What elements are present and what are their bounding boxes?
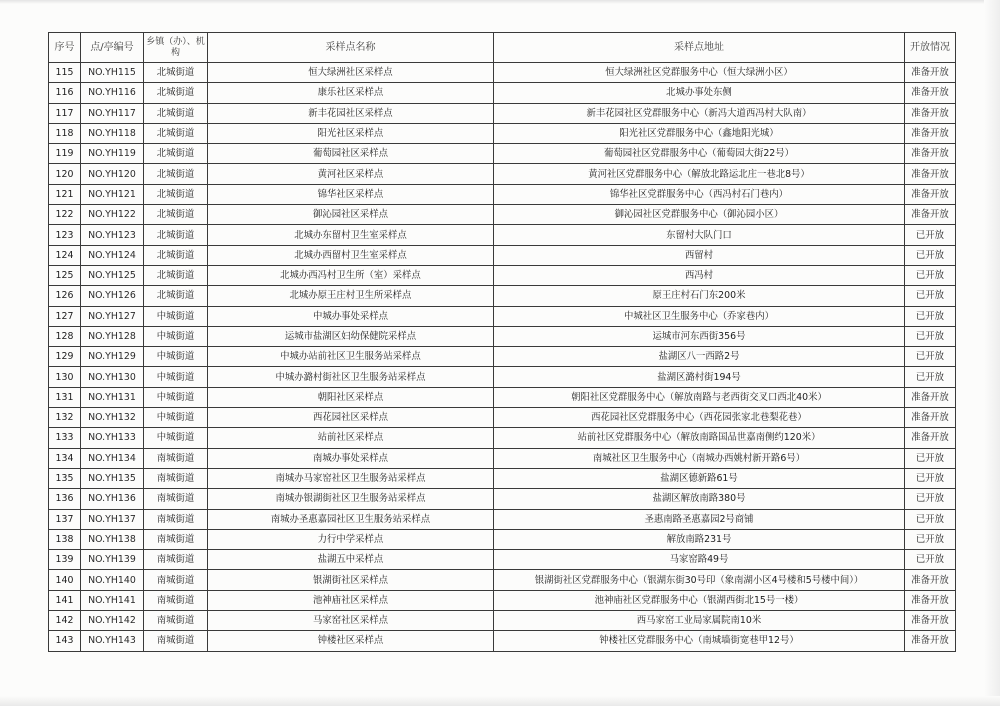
cell-address: 葡萄园社区党群服务中心（葡萄园大街22号） — [494, 144, 905, 164]
table-row — [49, 448, 956, 468]
cell-name: 葡萄园社区采样点 — [208, 144, 494, 164]
cell-address: 西花园社区党群服务中心（西花园张家北巷梨花巷） — [494, 408, 905, 428]
cell-status: 准备开放 — [905, 205, 956, 225]
cell-town: 北城街道 — [144, 245, 208, 265]
header-code: 点/亭编号 — [81, 33, 144, 63]
cell-status: 已开放 — [905, 529, 956, 549]
cell-seq: 131 — [49, 387, 81, 407]
cell-seq: 142 — [49, 611, 81, 631]
table-row — [49, 408, 956, 428]
cell-address: 新丰花园社区党群服务中心（新冯大道西冯村大队南） — [494, 103, 905, 123]
cell-code: NO.YH134 — [81, 448, 144, 468]
table-row — [49, 286, 956, 306]
table-row — [49, 63, 956, 83]
cell-code: NO.YH123 — [81, 225, 144, 245]
cell-code: NO.YH138 — [81, 529, 144, 549]
cell-seq: 125 — [49, 265, 81, 285]
table-row — [49, 570, 956, 590]
sampling-points-table — [48, 32, 956, 652]
cell-code: NO.YH130 — [81, 367, 144, 387]
cell-address: 盐湖区解放南路380号 — [494, 489, 905, 509]
cell-town: 北城街道 — [144, 164, 208, 184]
cell-code: NO.YH118 — [81, 123, 144, 143]
cell-name: 阳光社区采样点 — [208, 123, 494, 143]
header-address: 采样点地址 — [494, 33, 905, 63]
cell-name: 站前社区采样点 — [208, 428, 494, 448]
cell-address: 南城社区卫生服务中心（南城办西姚村新开路6号） — [494, 448, 905, 468]
cell-code: NO.YH132 — [81, 408, 144, 428]
table-row — [49, 326, 956, 346]
cell-code: NO.YH125 — [81, 265, 144, 285]
cell-address: 马家窑路49号 — [494, 550, 905, 570]
cell-seq: 135 — [49, 468, 81, 488]
cell-address: 运城市河东西街356号 — [494, 326, 905, 346]
cell-town: 南城街道 — [144, 570, 208, 590]
cell-seq: 140 — [49, 570, 81, 590]
cell-code: NO.YH126 — [81, 286, 144, 306]
cell-town: 南城街道 — [144, 489, 208, 509]
table-row — [49, 184, 956, 204]
scan-edge-bottom — [0, 696, 1000, 706]
cell-code: NO.YH131 — [81, 387, 144, 407]
cell-seq: 116 — [49, 83, 81, 103]
table-row — [49, 164, 956, 184]
cell-status: 已开放 — [905, 225, 956, 245]
cell-name: 西花园社区采样点 — [208, 408, 494, 428]
cell-town: 南城街道 — [144, 611, 208, 631]
cell-code: NO.YH116 — [81, 83, 144, 103]
table-row — [49, 225, 956, 245]
table-row — [49, 631, 956, 651]
cell-seq: 117 — [49, 103, 81, 123]
cell-code: NO.YH140 — [81, 570, 144, 590]
cell-name: 北城办西留村卫生室采样点 — [208, 245, 494, 265]
cell-code: NO.YH121 — [81, 184, 144, 204]
table-header — [49, 33, 956, 63]
cell-seq: 139 — [49, 550, 81, 570]
table-row — [49, 367, 956, 387]
cell-name: 运城市盐湖区妇幼保健院采样点 — [208, 326, 494, 346]
table-row — [49, 83, 956, 103]
cell-address: 西马家窑工业局家属院南10米 — [494, 611, 905, 631]
cell-seq: 127 — [49, 306, 81, 326]
cell-address: 池神庙社区党群服务中心（银湖西街北15号一楼） — [494, 590, 905, 610]
cell-town: 北城街道 — [144, 103, 208, 123]
cell-status: 已开放 — [905, 306, 956, 326]
cell-name: 北城办西冯村卫生所（室）采样点 — [208, 265, 494, 285]
cell-town: 南城街道 — [144, 590, 208, 610]
header-seq: 序号 — [49, 33, 81, 63]
table-row — [49, 468, 956, 488]
cell-code: NO.YH122 — [81, 205, 144, 225]
cell-seq: 119 — [49, 144, 81, 164]
table-row — [49, 347, 956, 367]
cell-address: 阳光社区党群服务中心（鑫地阳光城） — [494, 123, 905, 143]
table-row — [49, 103, 956, 123]
cell-town: 北城街道 — [144, 144, 208, 164]
table-row — [49, 245, 956, 265]
header-row — [49, 33, 956, 63]
cell-code: NO.YH139 — [81, 550, 144, 570]
cell-seq: 124 — [49, 245, 81, 265]
cell-name: 钟楼社区采样点 — [208, 631, 494, 651]
cell-status: 准备开放 — [905, 184, 956, 204]
scan-edge-right — [984, 0, 1000, 706]
cell-address: 解放南路231号 — [494, 529, 905, 549]
cell-seq: 136 — [49, 489, 81, 509]
cell-town: 北城街道 — [144, 83, 208, 103]
cell-status: 准备开放 — [905, 164, 956, 184]
cell-town: 南城街道 — [144, 509, 208, 529]
cell-town: 南城街道 — [144, 550, 208, 570]
cell-town: 南城街道 — [144, 468, 208, 488]
cell-name: 新丰花园社区采样点 — [208, 103, 494, 123]
table-row — [49, 306, 956, 326]
cell-code: NO.YH129 — [81, 347, 144, 367]
cell-town: 北城街道 — [144, 63, 208, 83]
cell-status: 准备开放 — [905, 590, 956, 610]
cell-name: 力行中学采样点 — [208, 529, 494, 549]
table-row — [49, 550, 956, 570]
cell-name: 南城办马家窑社区卫生服务站采样点 — [208, 468, 494, 488]
cell-status: 准备开放 — [905, 570, 956, 590]
table-row — [49, 123, 956, 143]
table-row — [49, 387, 956, 407]
cell-address: 盐湖区八一西路2号 — [494, 347, 905, 367]
header-town: 乡镇（办）、机构 — [144, 33, 208, 63]
cell-town: 中城街道 — [144, 408, 208, 428]
cell-status: 准备开放 — [905, 428, 956, 448]
cell-name: 锦华社区采样点 — [208, 184, 494, 204]
cell-address: 东留村大队门口 — [494, 225, 905, 245]
cell-status: 准备开放 — [905, 123, 956, 143]
table-row — [49, 265, 956, 285]
cell-town: 南城街道 — [144, 529, 208, 549]
cell-address: 朝阳社区党群服务中心（解放南路与老西街交叉口西北40米） — [494, 387, 905, 407]
cell-name: 银湖街社区采样点 — [208, 570, 494, 590]
cell-status: 已开放 — [905, 265, 956, 285]
cell-address: 圣惠南路圣惠嘉园2号商铺 — [494, 509, 905, 529]
cell-seq: 133 — [49, 428, 81, 448]
cell-name: 池神庙社区采样点 — [208, 590, 494, 610]
cell-seq: 134 — [49, 448, 81, 468]
cell-name: 朝阳社区采样点 — [208, 387, 494, 407]
cell-town: 中城街道 — [144, 347, 208, 367]
cell-seq: 126 — [49, 286, 81, 306]
cell-status: 准备开放 — [905, 83, 956, 103]
cell-status: 准备开放 — [905, 631, 956, 651]
cell-town: 北城街道 — [144, 205, 208, 225]
cell-name: 南城办圣惠嘉园社区卫生服务站采样点 — [208, 509, 494, 529]
cell-town: 北城街道 — [144, 123, 208, 143]
cell-status: 准备开放 — [905, 408, 956, 428]
cell-code: NO.YH137 — [81, 509, 144, 529]
table-row — [49, 144, 956, 164]
cell-town: 南城街道 — [144, 448, 208, 468]
cell-name: 北城办原王庄村卫生所采样点 — [208, 286, 494, 306]
cell-code: NO.YH120 — [81, 164, 144, 184]
cell-address: 御沁园社区党群服务中心（御沁园小区） — [494, 205, 905, 225]
cell-town: 北城街道 — [144, 225, 208, 245]
cell-name: 御沁园社区采样点 — [208, 205, 494, 225]
cell-seq: 129 — [49, 347, 81, 367]
cell-code: NO.YH115 — [81, 63, 144, 83]
cell-name: 盐湖五中采样点 — [208, 550, 494, 570]
cell-town: 中城街道 — [144, 367, 208, 387]
cell-seq: 137 — [49, 509, 81, 529]
cell-address: 盐湖区德新路61号 — [494, 468, 905, 488]
cell-seq: 138 — [49, 529, 81, 549]
cell-name: 南城办银湖街社区卫生服务站采样点 — [208, 489, 494, 509]
table-row — [49, 529, 956, 549]
cell-code: NO.YH133 — [81, 428, 144, 448]
cell-code: NO.YH127 — [81, 306, 144, 326]
cell-code: NO.YH143 — [81, 631, 144, 651]
cell-code: NO.YH142 — [81, 611, 144, 631]
cell-address: 西冯村 — [494, 265, 905, 285]
header-name: 采样点名称 — [208, 33, 494, 63]
cell-seq: 143 — [49, 631, 81, 651]
cell-seq: 121 — [49, 184, 81, 204]
cell-seq: 123 — [49, 225, 81, 245]
cell-name: 黄河社区采样点 — [208, 164, 494, 184]
cell-seq: 122 — [49, 205, 81, 225]
cell-status: 准备开放 — [905, 611, 956, 631]
table-row — [49, 489, 956, 509]
table-body — [49, 63, 956, 652]
cell-name: 南城办事处采样点 — [208, 448, 494, 468]
cell-seq: 130 — [49, 367, 81, 387]
cell-status: 准备开放 — [905, 63, 956, 83]
cell-seq: 132 — [49, 408, 81, 428]
cell-address: 钟楼社区党群服务中心（南城墙街宽巷甲12号） — [494, 631, 905, 651]
cell-address: 原王庄村石门东200米 — [494, 286, 905, 306]
cell-status: 已开放 — [905, 245, 956, 265]
cell-town: 北城街道 — [144, 286, 208, 306]
cell-status: 准备开放 — [905, 387, 956, 407]
cell-address: 西留村 — [494, 245, 905, 265]
cell-code: NO.YH124 — [81, 245, 144, 265]
cell-town: 中城街道 — [144, 326, 208, 346]
cell-address: 站前社区党群服务中心（解放南路国品世嘉南侧约120米） — [494, 428, 905, 448]
cell-status: 已开放 — [905, 550, 956, 570]
cell-town: 中城街道 — [144, 428, 208, 448]
scan-edge-top — [0, 0, 1000, 4]
cell-address: 银湖街社区党群服务中心（银湖东街30号印（象南湖小区4号楼和5号楼中间）） — [494, 570, 905, 590]
cell-status: 准备开放 — [905, 144, 956, 164]
cell-status: 已开放 — [905, 468, 956, 488]
table-row — [49, 428, 956, 448]
cell-address: 中城社区卫生服务中心（乔家巷内） — [494, 306, 905, 326]
cell-town: 南城街道 — [144, 631, 208, 651]
cell-address: 黄河社区党群服务中心（解放北路运北庄一巷北8号） — [494, 164, 905, 184]
table-row — [49, 611, 956, 631]
cell-status: 准备开放 — [905, 103, 956, 123]
header-status: 开放情况 — [905, 33, 956, 63]
cell-status: 已开放 — [905, 347, 956, 367]
cell-town: 北城街道 — [144, 184, 208, 204]
cell-status: 已开放 — [905, 286, 956, 306]
table-row — [49, 590, 956, 610]
cell-seq: 120 — [49, 164, 81, 184]
cell-status: 已开放 — [905, 509, 956, 529]
cell-code: NO.YH135 — [81, 468, 144, 488]
table-row — [49, 509, 956, 529]
cell-town: 中城街道 — [144, 306, 208, 326]
cell-town: 北城街道 — [144, 265, 208, 285]
cell-address: 盐湖区潞村街194号 — [494, 367, 905, 387]
cell-town: 中城街道 — [144, 387, 208, 407]
cell-code: NO.YH141 — [81, 590, 144, 610]
cell-name: 中城办事处采样点 — [208, 306, 494, 326]
cell-seq: 115 — [49, 63, 81, 83]
cell-code: NO.YH128 — [81, 326, 144, 346]
cell-status: 已开放 — [905, 367, 956, 387]
cell-name: 中城办潞村街社区卫生服务站采样点 — [208, 367, 494, 387]
cell-code: NO.YH117 — [81, 103, 144, 123]
cell-address: 恒大绿洲社区党群服务中心（恒大绿洲小区） — [494, 63, 905, 83]
cell-status: 已开放 — [905, 489, 956, 509]
cell-status: 已开放 — [905, 448, 956, 468]
cell-name: 恒大绿洲社区采样点 — [208, 63, 494, 83]
cell-code: NO.YH119 — [81, 144, 144, 164]
cell-seq: 128 — [49, 326, 81, 346]
cell-code: NO.YH136 — [81, 489, 144, 509]
cell-name: 北城办东留村卫生室采样点 — [208, 225, 494, 245]
table-row — [49, 205, 956, 225]
cell-name: 中城办站前社区卫生服务站采样点 — [208, 347, 494, 367]
cell-address: 锦华社区党群服务中心（西冯村石门巷内） — [494, 184, 905, 204]
cell-name: 马家窑社区采样点 — [208, 611, 494, 631]
cell-name: 康乐社区采样点 — [208, 83, 494, 103]
cell-status: 已开放 — [905, 326, 956, 346]
cell-seq: 141 — [49, 590, 81, 610]
cell-seq: 118 — [49, 123, 81, 143]
cell-address: 北城办事处东侧 — [494, 83, 905, 103]
